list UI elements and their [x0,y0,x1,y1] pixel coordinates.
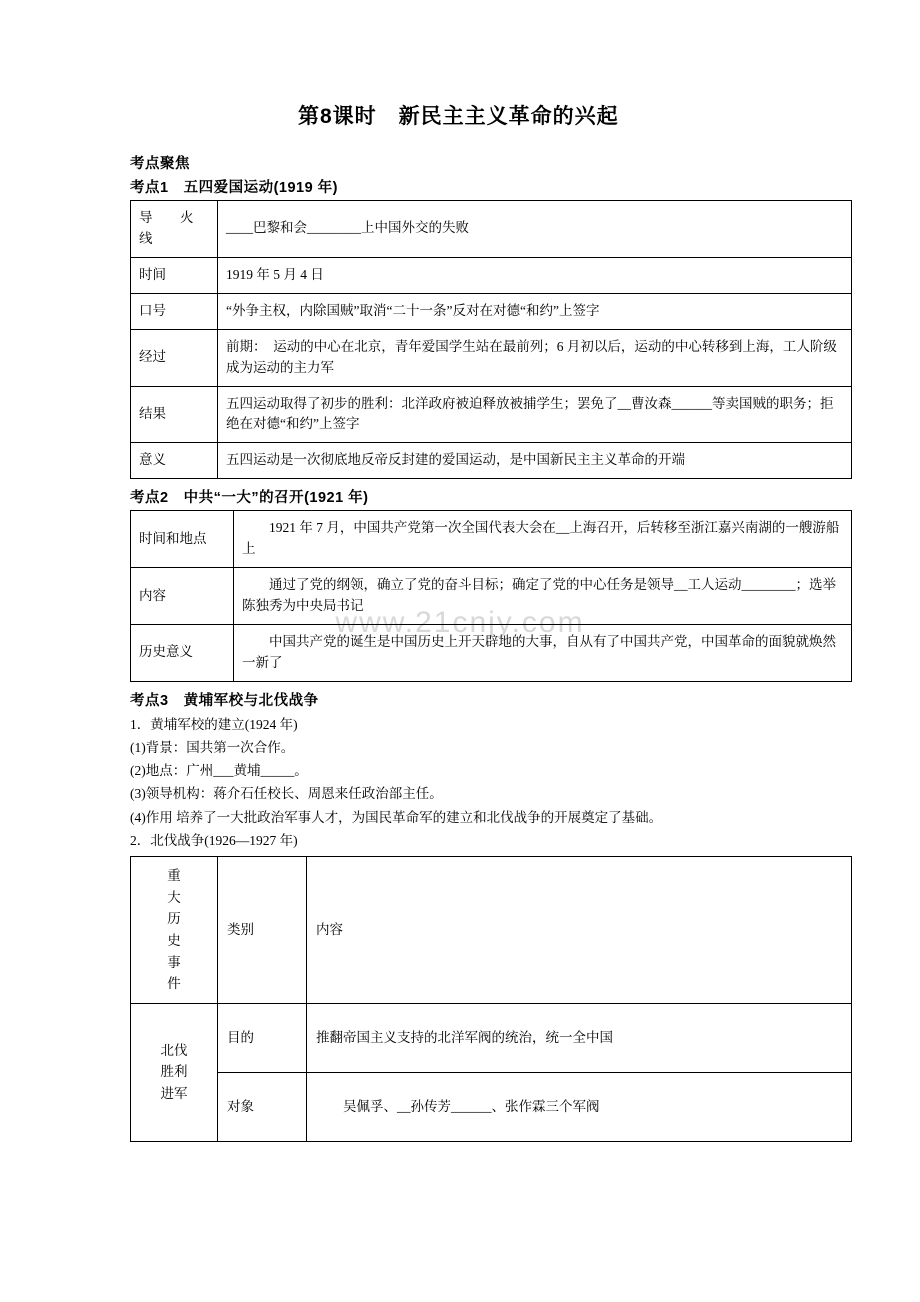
table-row [131,568,852,625]
table-row [131,1072,852,1141]
row-content: ____巴黎和会________上中国外交的失败 [218,201,852,258]
table-row [131,201,852,258]
item1-line: (2)地点：广州___黄埔_____。 [130,763,308,779]
row-category: 对象 [218,1072,307,1141]
row-label: 意义 [131,443,218,479]
kaodian1-table [130,200,852,479]
row-content: 1919 年 5 月 4 日 [218,257,852,293]
kaodian2-heading: 考点2 中共“一大”的召开(1921 年) [130,490,369,507]
row-label: 经过 [131,329,218,386]
table-header-category: 类别 [218,857,307,1004]
item1-title: 1．黄埔军校的建立(1924 年) [130,716,298,732]
table-row [131,1003,852,1072]
page-title: 第8课时 新民主主义革命的兴起 [298,105,619,128]
kaodian2-table [130,510,852,682]
section-label: 考点聚焦 [130,156,190,172]
row-label: 时间和地点 [131,511,234,568]
item1-line: (1)背景：国共第一次合作。 [130,740,295,756]
table-header-row [131,857,852,1004]
item1-line: (3)领导机构：蒋介石任校长、周恩来任政治部主任。 [130,786,443,802]
row-content: 通过了党的纲领，确立了党的奋斗目标；确定了党的中心任务是领导__工人运动________；选举陈独秀为中央局书记 [234,568,852,625]
row-content: “外争主权，内除国贼”取消“二十一条”反对在对德“和约”上签字 [218,293,852,329]
row-label: 时间 [131,257,218,293]
table-row [131,443,852,479]
row-label: 口号 [131,293,218,329]
row-label: 内容 [131,568,234,625]
table-row [131,624,852,681]
kaodian3-item1 [130,713,858,852]
table-row [131,329,852,386]
table-row [131,257,852,293]
table-header-content: 内容 [307,857,852,1004]
row-content: 推翻帝国主义支持的北洋军阀的统治，统一全中国 [307,1003,852,1072]
row-content: 中国共产党的诞生是中国历史上开天辟地的大事，自从有了中国共产党，中国革命的面貌就焕然一新了 [234,624,852,681]
row-category: 目的 [218,1003,307,1072]
row-label: 历史意义 [131,624,234,681]
row-content: 五四运动取得了初步的胜利：北洋政府被迫释放被捕学生；罢免了__曹汝森______等卖国贼的职务；拒绝在对德“和约”上签字 [218,386,852,443]
item2-title: 2．北伐战争(1926—1927 年) [130,832,298,848]
row-label-beifa: 北伐胜利进军 [131,1003,218,1141]
row-content: 吴佩孚、__孙传芳______、张作霖三个军阀 [307,1072,852,1141]
table-row [131,511,852,568]
table-header-left: 重大历史事件 [131,857,218,1004]
row-label: 结果 [131,386,218,443]
table-row [131,293,852,329]
kaodian1-heading: 考点1 五四爱国运动(1919 年) [130,180,339,196]
watermark-text: www.21cnjy.com [335,606,585,639]
beifa-table [130,856,852,1142]
row-label: 导 火 线 [131,201,218,258]
item1-line: (4)作用 培养了一大批政治军事人才，为国民革命军的建立和北伐战争的开展奠定了基础。 [130,809,663,825]
row-content: 五四运动是一次彻底地反帝反封建的爱国运动，是中国新民主主义革命的开端 [218,443,852,479]
kaodian3-heading: 考点3 黄埔军校与北伐战争 [130,692,319,709]
table-row [131,386,852,443]
row-content: 1921 年 7 月，中国共产党第一次全国代表大会在__上海召开，后转移至浙江嘉兴南湖的一艘游船上 [234,511,852,568]
row-content: 前期： 运动的中心在北京，青年爱国学生站在最前列；6 月初以后，运动的中心转移到上海，工人阶级成为运动的主力军 [218,329,852,386]
